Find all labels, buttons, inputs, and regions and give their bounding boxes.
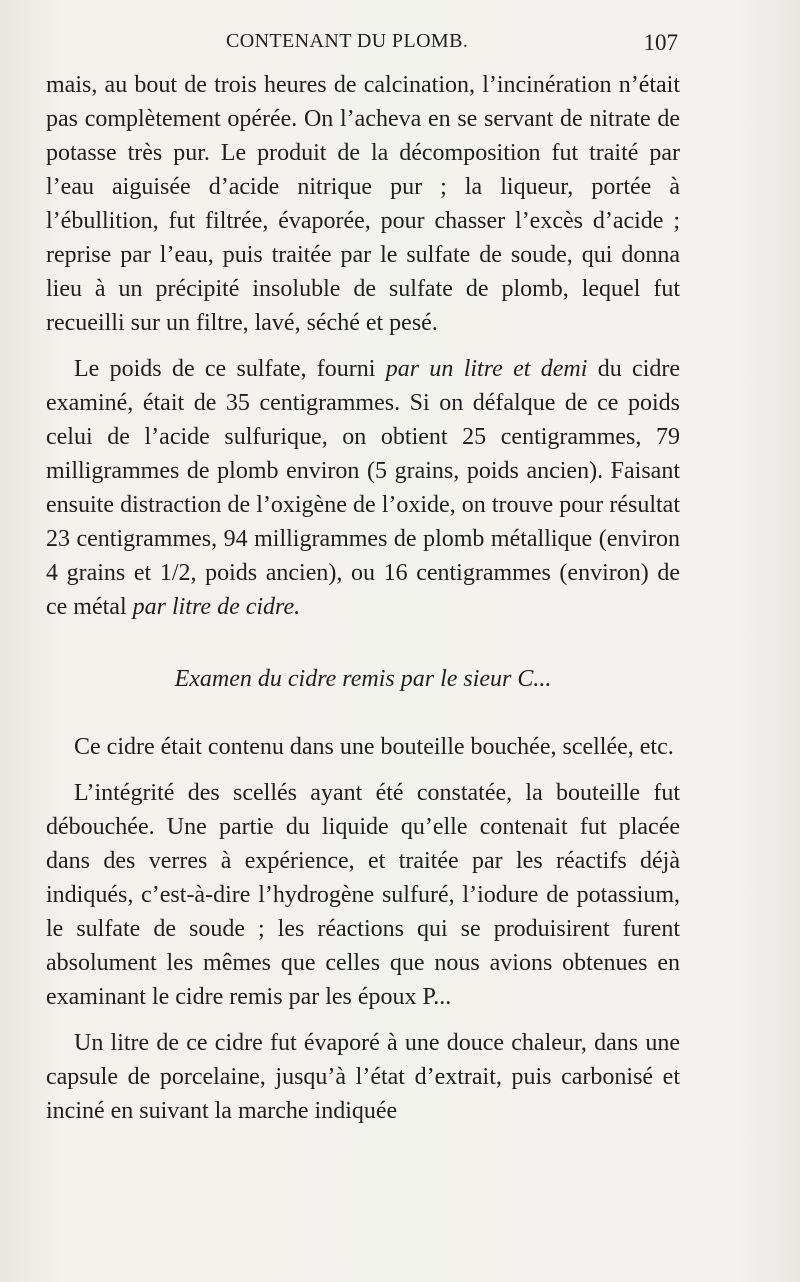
- paragraph-3: Ce cidre était contenu dans une bouteille bouchée, scellée, etc.: [74, 734, 674, 760]
- paragraph-spacing: [46, 764, 680, 776]
- paragraph-2: [46, 352, 680, 624]
- running-title: CONTENANT DU PLOMB.: [226, 30, 469, 52]
- page-number: 107: [643, 30, 678, 55]
- page-header: [226, 30, 678, 64]
- document-body: [46, 68, 680, 1128]
- paragraph-2-text-2: du cidre examiné, était de 35 centigrammes. Si on défalque de ce poids celui de l’acide sulfurique, on obtient 25 centigrammes, 79 milligrammes de plomb environ (5 grains, poids ancien). Faisant ensuite distraction de l’oxigène de l’oxide, on trouve pour résultat 23 centigrammes, 94 milligrammes de plomb métallique (environ 4 grains et 1/2, poids ancien), ou 16 centigrammes (environ) de ce métal: [46, 356, 681, 620]
- paragraph-5: Un litre de ce cidre fut évaporé à une douce chaleur, dans une capsule de porcelaine, jusqu’à l’état d’extrait, puis carbonisé et inciné en suivant la marche indiquée: [46, 1030, 680, 1124]
- paragraph-4: L’intégrité des scellés ayant été constatée, la bouteille fut débouchée. Une partie du liquide qu’elle contenait fut placée dans des verres à expérience, et traitée par les réactifs déjà indiqués, c’est-à-dire l’hydrogène sulfuré, l’iodure de potassium, le sulfate de soude ; les réactions qui se produisirent furent absolument les mêmes que celles que nous avions obtenues en examinant le cidre remis par les époux P...: [46, 780, 680, 1010]
- paragraph-1: mais, au bout de trois heures de calcination, l’incinération n’était pas complètement opérée. On l’acheva en se servant de nitrate de potasse très pur. Le produit de la décomposition fut traité par l’eau aiguisée d’acide nitrique pur ; la liqueur, portée à l’ébullition, fut filtrée, évaporée, pour chasser l’excès d’acide ; reprise par l’eau, puis traitée par le sulfate de soude, qui donna lieu à un précipité insoluble de sulfate de plomb, lequel fut recueilli sur un filtre, lavé, séché et pesé.: [46, 72, 680, 336]
- paragraph-2-italic-2: par litre de cidre.: [132, 594, 301, 620]
- paragraph-spacing: [46, 340, 680, 352]
- section-heading: Examen du cidre remis par le sieur C...: [174, 666, 552, 692]
- paragraph-2-text-1: Le poids de ce sulfate, fourni: [74, 356, 386, 382]
- paragraph-2-italic-1: par un litre et demi: [385, 356, 588, 382]
- paragraph-spacing: [46, 1014, 680, 1026]
